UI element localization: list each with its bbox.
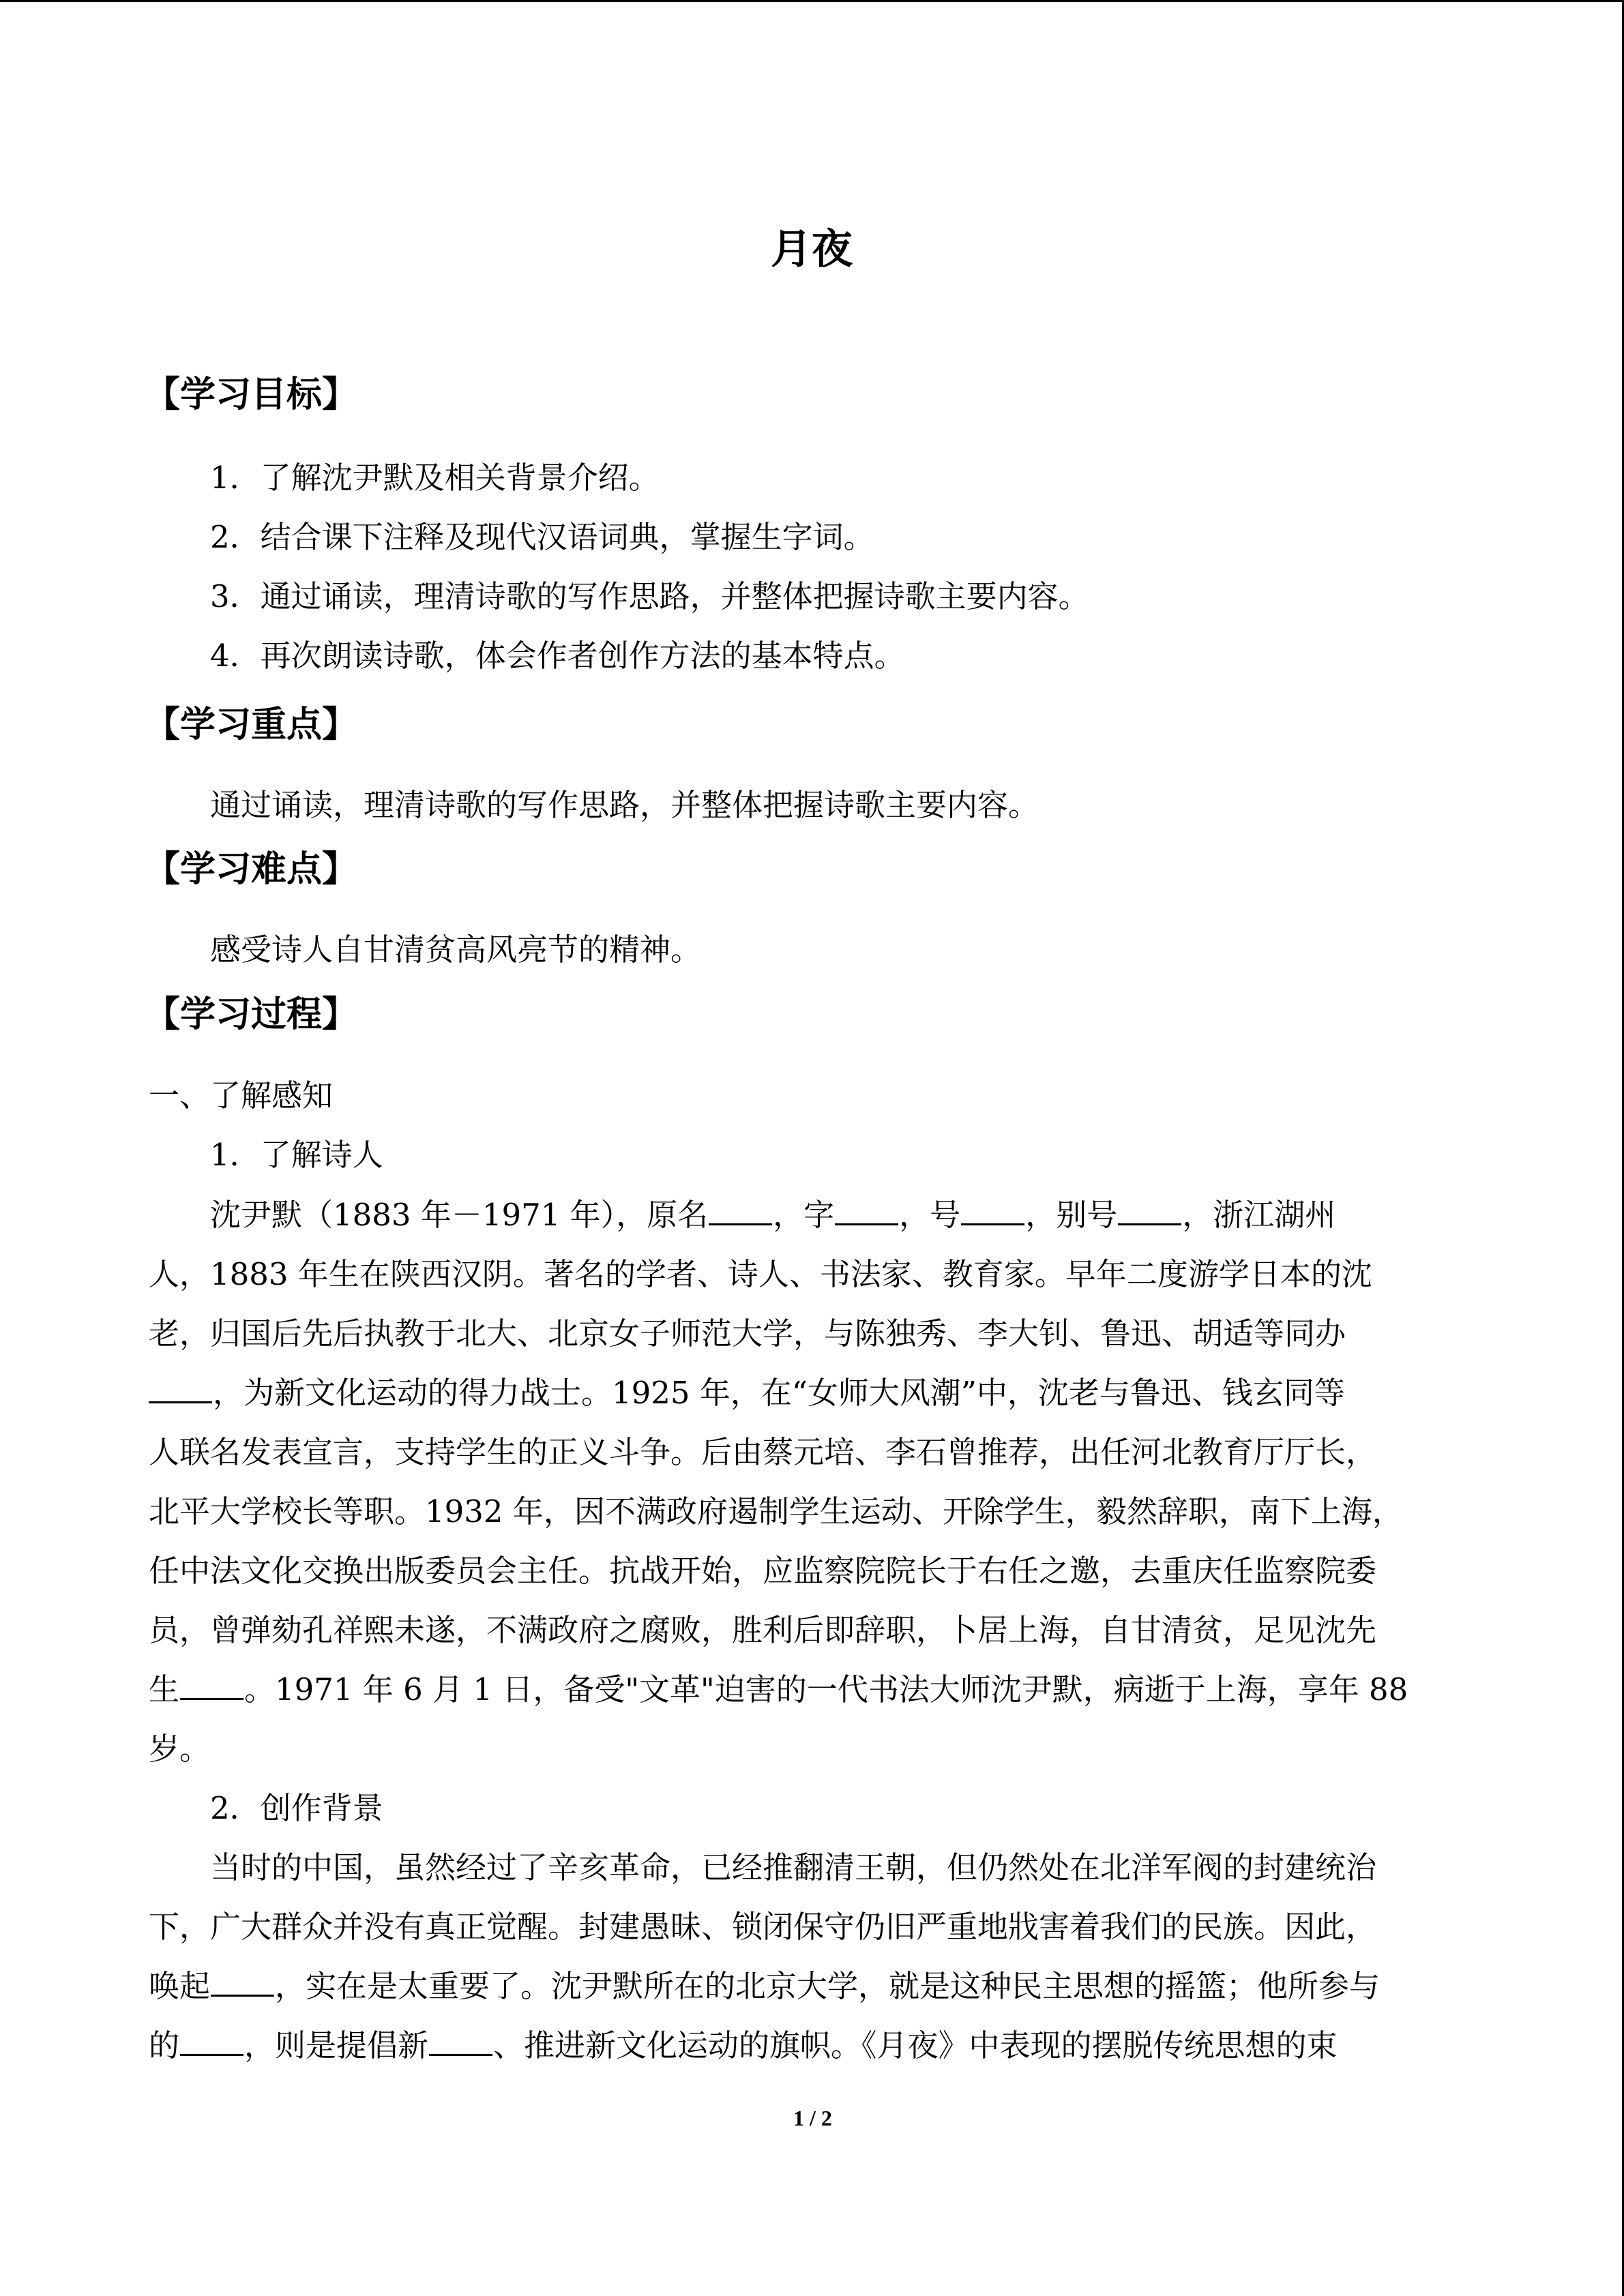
sub2-title: 2．创作背景 xyxy=(210,1790,383,1826)
difficulty-heading: 【学习难点】 xyxy=(145,848,358,890)
fill-blank xyxy=(961,1199,1024,1225)
fill-blank xyxy=(180,2029,243,2056)
fill-blank xyxy=(1118,1199,1181,1225)
bio-line-6: 北平大学校长等职。1932 年，因不满政府遏制学生运动、开除学生，毅然辞职，南下上海， xyxy=(149,1493,1403,1530)
page-number: 1 / 2 xyxy=(793,2106,832,2130)
bg-line-1: 当时的中国，虽然经过了辛亥革命，已经推翻清王朝，但仍然处在北洋军阀的封建统治 xyxy=(210,1849,1377,1885)
bg-line-2: 下，广大群众并没有真正觉醒。封建愚昧、锁闭保守仍旧严重地戕害着我们的民族。因此， xyxy=(149,1909,1377,1945)
process-heading: 【学习过程】 xyxy=(145,994,358,1035)
bio-line-3: 老，归国后先后执教于北大、北京女子师范大学，与陈独秀、李大钊、鲁迅、胡适等同办 xyxy=(149,1315,1346,1352)
bio-line-8: 员，曾弹劾孔祥熙未遂，不满政府之腐败，胜利后即辞职，卜居上海，自甘清贫，足见沈先 xyxy=(149,1612,1377,1648)
focus-text: 通过诵读，理清诗歌的写作思路，并整体把握诗歌主要内容。 xyxy=(210,787,1039,823)
fill-blank xyxy=(835,1199,898,1225)
bg-line-3: 唤起 ，实在是太重要了。沈尹默所在的北京大学，就是这种民主思想的摇篮；他所参与 xyxy=(149,1968,1381,2004)
bg-line-4: 的 ，则是提倡新 、推进新文化运动的旗帜。《月夜》中表现的摆脱传统思想的束 xyxy=(149,2027,1338,2063)
top-border xyxy=(0,0,1624,2)
bio-line-10: 岁。 xyxy=(149,1731,211,1767)
bio-line-4: ，为新文化运动的得力战士。1925 年，在“女师大风潮”中，沈老与鲁迅、钱玄同等 xyxy=(149,1368,1345,1412)
bio-line-5: 人联名发表宣言，支持学生的正义斗争。后由蔡元培、李石曾推荐，出任河北教育厅厅长， xyxy=(149,1434,1377,1470)
goal-item: 2．结合课下注释及现代汉语词典，掌握生字词。 xyxy=(210,519,874,555)
fill-blank xyxy=(709,1199,772,1225)
part1-title: 一、了解感知 xyxy=(149,1077,334,1114)
bio-line-2: 人，1883 年生在陕西汉阴。著名的学者、诗人、书法家、教育家。早年二度游学日本的沈 xyxy=(149,1256,1372,1292)
focus-heading: 【学习重点】 xyxy=(145,704,358,745)
fill-blank xyxy=(149,1377,212,1403)
goals-heading: 【学习目标】 xyxy=(145,374,358,415)
goal-item: 4．再次朗读诗歌，体会作者创作方法的基本特点。 xyxy=(210,638,905,674)
goal-item: 1．了解沈尹默及相关背景介绍。 xyxy=(210,460,660,496)
bio-line-7: 任中法文化交换出版委员会主任。抗战开始，应监察院院长于右任之邀，去重庆任监察院委 xyxy=(149,1553,1377,1589)
sub1-title: 1．了解诗人 xyxy=(210,1137,383,1173)
bio-line-1: 沈尹默（1883 年－1971 年），原名 ，字 ，号 ，别号 ，浙江湖州 xyxy=(210,1197,1336,1233)
fill-blank xyxy=(211,1970,274,1997)
page-title: 月夜 xyxy=(771,226,853,273)
difficulty-text: 感受诗人自甘清贫高风亮节的精神。 xyxy=(210,931,702,968)
fill-blank xyxy=(180,1673,243,1700)
bio-line-9: 生 。1971 年 6 月 1 日，备受"文革"迫害的一代书法大师沈尹默，病逝于上海，享年 88 xyxy=(149,1671,1408,1708)
fill-blank xyxy=(429,2029,492,2056)
goal-item: 3．通过诵读，理清诗歌的写作思路，并整体把握诗歌主要内容。 xyxy=(210,578,1089,614)
